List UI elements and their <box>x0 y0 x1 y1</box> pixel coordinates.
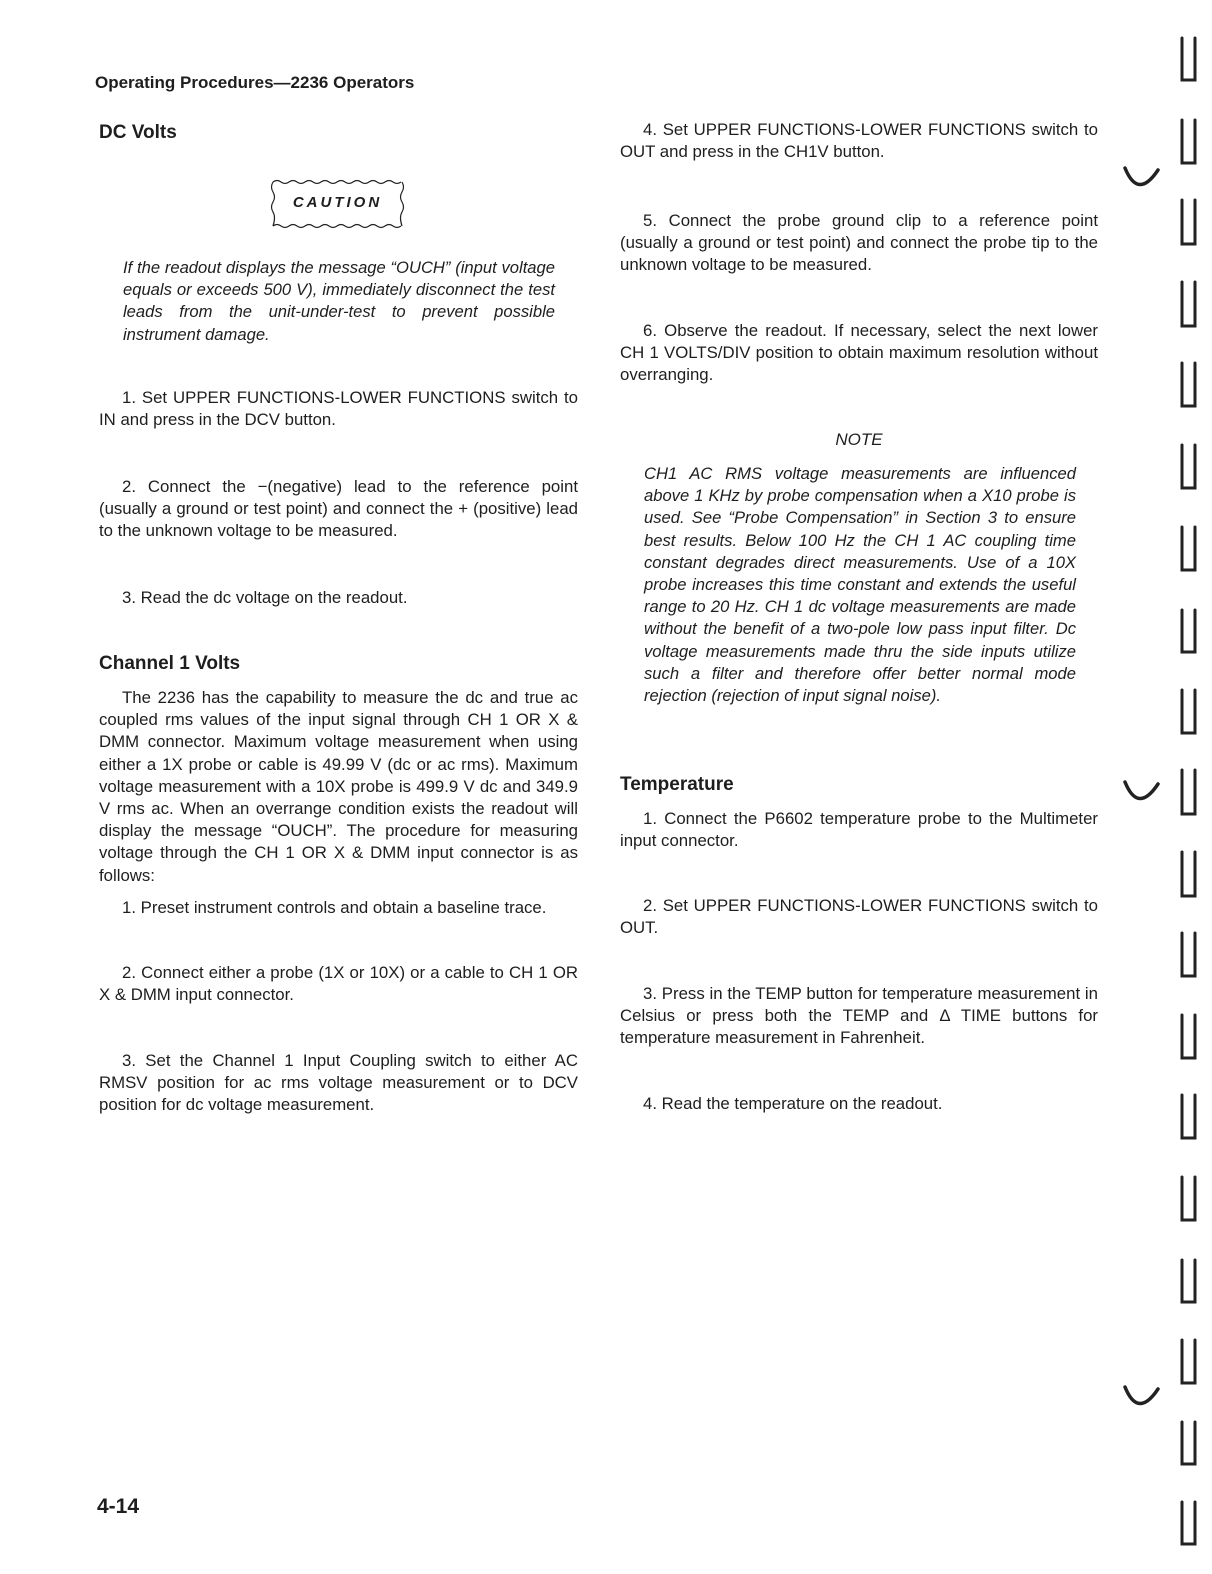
note-title: NOTE <box>835 430 883 449</box>
channel1-heading: Channel 1 Volts <box>99 653 241 674</box>
channel1-intro: The 2236 has the capability to measure the dc and true ac coupled rms values of the input signal through CH 1 OR X & DMM connector. Maximum voltage measurement when using either a 1X probe or cable is 49.99 V (dc or ac rms). Maximum voltage measurement with a 10X probe is 499.9 V dc and 349.9 V rms ac. When an overrange condition exists the readout will display the message “OUCH”. The procedure for measuring voltage through the CH 1 OR X & DMM input connector is as follows: <box>99 688 578 885</box>
binder-marks <box>1110 30 1210 1574</box>
caution-label: CAUTION <box>292 194 383 211</box>
dc-step-1: 1. Set UPPER FUNCTIONS-LOWER FUNCTIONS switch to IN and press in the DCV button. <box>99 388 578 430</box>
caution-box <box>269 178 406 230</box>
ch1-step-3: 3. Set the Channel 1 Input Coupling switch to either AC RMSV position for ac rms voltage measurement or to DCV position for dc voltage measurement. <box>99 1051 578 1115</box>
dc-step-3: 3. Read the dc voltage on the readout. <box>122 588 408 607</box>
temperature-heading: Temperature <box>620 774 734 795</box>
dc-volts-heading: DC Volts <box>99 122 177 143</box>
dc-step-2: 2. Connect the −(negative) lead to the reference point (usually a ground or test point) and connect the + (positive) lead to the unknown voltage to be measured. <box>99 477 578 541</box>
temp-step-1: 1. Connect the P6602 temperature probe to the Multimeter input connector. <box>620 809 1098 851</box>
caution-text: If the readout displays the message “OUCH” (input voltage equals or exceeds 500 V), immediately disconnect the test leads from the unit-under-test to prevent possible instrument damage. <box>123 258 555 344</box>
ch1-step-1: 1. Preset instrument controls and obtain a baseline trace. <box>122 898 547 917</box>
running-header: Operating Procedures—2236 Operators <box>95 73 415 92</box>
ch1-step-5: 5. Connect the probe ground clip to a reference point (usually a ground or test point) and connect the probe tip to the unknown voltage to be measured. <box>620 211 1098 275</box>
ch1-step-4: 4. Set UPPER FUNCTIONS-LOWER FUNCTIONS switch to OUT and press in the CH1V button. <box>620 120 1098 162</box>
ch1-step-6: 6. Observe the readout. If necessary, select the next lower CH 1 VOLTS/DIV position to obtain maximum resolution without overranging. <box>620 321 1098 385</box>
temp-step-2: 2. Set UPPER FUNCTIONS-LOWER FUNCTIONS switch to OUT. <box>620 896 1098 938</box>
page-number: 4-14 <box>97 1495 140 1518</box>
note-text: CH1 AC RMS voltage measurements are influenced above 1 KHz by probe compensation when a X10 probe is used. See “Probe Compensation” in Section 3 to ensure best results. Below 100 Hz the CH 1 AC coupling time constant degrades direct measurements. Use of a 10X probe increases this time constant and extends the useful range to 20 Hz. CH 1 dc voltage measurements are made without the benefit of a two-pole low pass input filter. Dc voltage measurements made thru the side inputs utilize such a filter and therefore offer better normal mode rejection (rejection of input signal noise). <box>644 464 1076 706</box>
temp-step-4: 4. Read the temperature on the readout. <box>643 1094 943 1113</box>
temp-step-3: 3. Press in the TEMP button for temperature measurement in Celsius or press both the TEMP and Δ TIME buttons for temperature measurement in Fahrenheit. <box>620 984 1098 1048</box>
ch1-step-2: 2. Connect either a probe (1X or 10X) or a cable to CH 1 OR X & DMM input connector. <box>99 963 578 1005</box>
